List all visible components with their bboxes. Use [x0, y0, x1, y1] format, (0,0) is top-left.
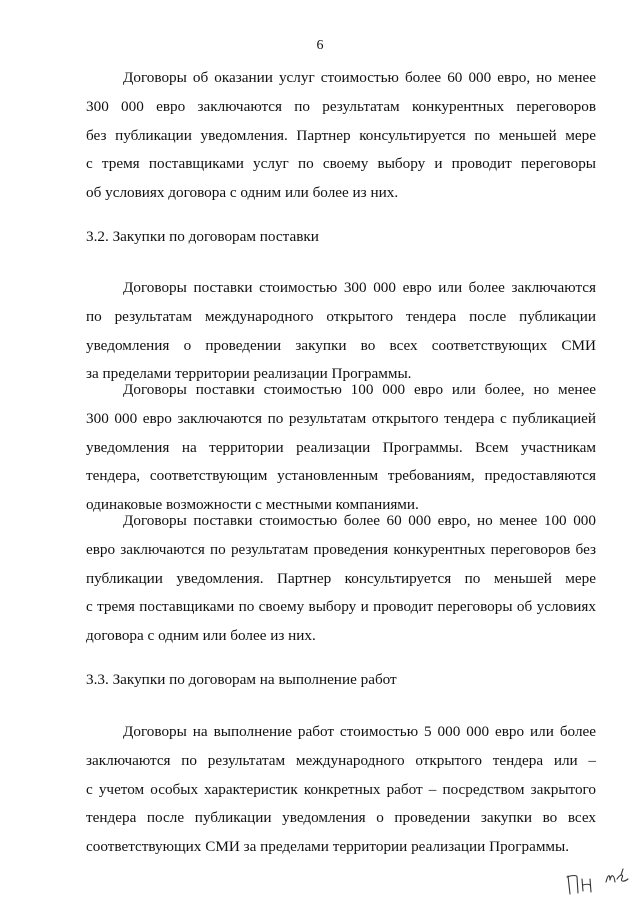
paragraph-line: с тремя поставщиками услуг по своему выбору и проводит переговоры	[86, 155, 596, 173]
paragraph-line: евро заключаются по результатам проведения конкурентных переговоров без	[86, 540, 596, 558]
paragraph-line: Договоры поставки стоимостью 100 000 евро или более, но менее	[123, 381, 596, 398]
paragraph-line: публикации уведомления. Партнер консультируется по меньшей мере	[86, 569, 596, 587]
section-heading-3-2: 3.2. Закупки по договорам поставки	[86, 228, 319, 245]
paragraph-line: за пределами территории реализации Программы.	[86, 365, 412, 383]
handwritten-initials-signature	[566, 866, 636, 898]
paragraph-line: об условиях договора с одним или более из них.	[86, 184, 399, 202]
paragraph-line: 300 000 евро заключаются по результатам открытого тендера с публикацией	[86, 409, 596, 427]
paragraph-line: Договоры об оказании услуг стоимостью более 60 000 евро, но менее	[123, 69, 596, 86]
paragraph-line: уведомления на территории реализации Программы. Всем участникам	[86, 438, 596, 456]
paragraph-line: без публикации уведомления. Партнер консультируется по меньшей мере	[86, 126, 596, 144]
paragraph-line: договора с одним или более из них.	[86, 627, 316, 645]
paragraph-line: Договоры поставки стоимостью 300 000 евро или более заключаются	[123, 279, 596, 296]
paragraph-line: тендера, соответствующим установленным требованиям, предоставляются	[86, 467, 596, 485]
paragraph-line: с тремя поставщиками по своему выбору и проводит переговоры об условиях	[86, 598, 596, 616]
paragraph-line: заключаются по результатам международного открытого тендера или –	[86, 751, 596, 769]
paragraph-line: с учетом особых характеристик конкретных работ – посредством закрытого	[86, 780, 596, 798]
paragraph-line: Договоры поставки стоимостью более 60 000 евро, но менее 100 000	[123, 512, 596, 529]
paragraph-line: одинаковые возможности с местными компаниями.	[86, 496, 419, 514]
paragraph-supply-open-tender	[86, 376, 596, 520]
paragraph-supply-negotiation	[86, 507, 596, 651]
paragraph-supply-international	[86, 274, 596, 389]
paragraph-line: уведомления о проведении закупки во всех соответствующих СМИ	[86, 336, 596, 354]
paragraph-line: по результатам международного открытого тендера после публикации	[86, 307, 596, 325]
paragraph-works-international	[86, 718, 596, 862]
paragraph-line: соответствующих СМИ за пределами территории реализации Программы.	[86, 838, 570, 856]
paragraph-line: Договоры на выполнение работ стоимостью 5 000 000 евро или более	[123, 723, 596, 740]
section-heading-3-3: 3.3. Закупки по договорам на выполнение работ	[86, 671, 397, 688]
paragraph-services-negotiation	[86, 64, 596, 208]
paragraph-line: 300 000 евро заключаются по результатам конкурентных переговоров	[86, 97, 596, 115]
paragraph-line: тендера после публикации уведомления о проведении закупки во всех	[86, 809, 596, 827]
page-number: 6	[316, 38, 324, 53]
